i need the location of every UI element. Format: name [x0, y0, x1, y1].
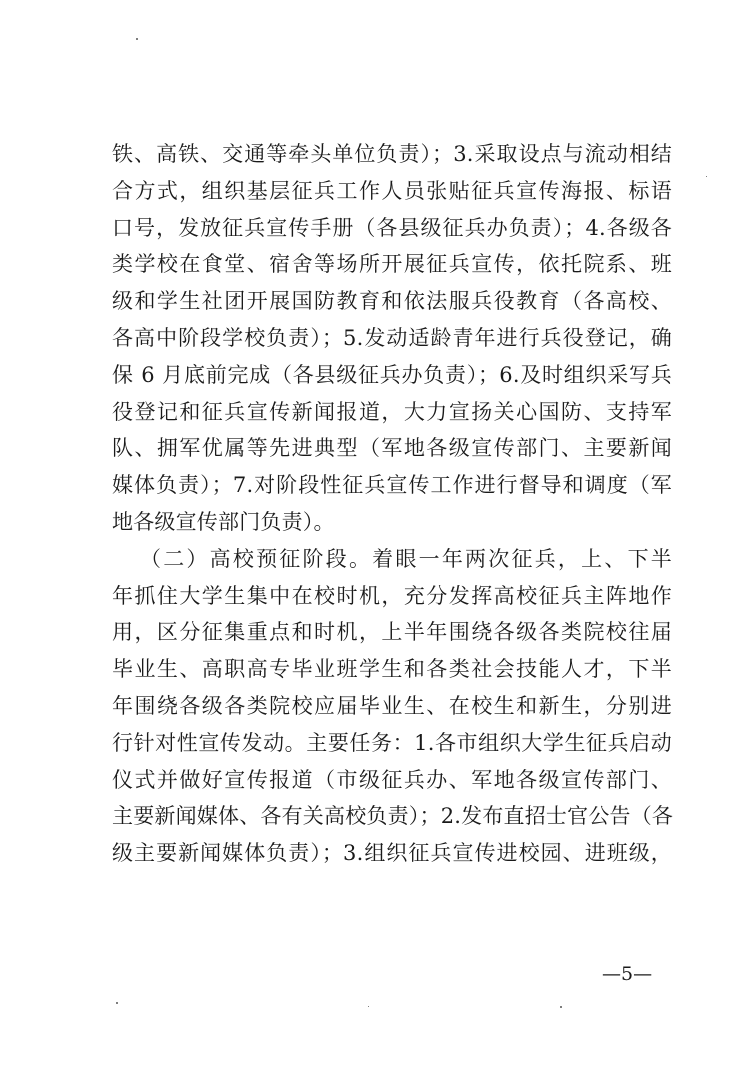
scan-speck — [560, 1006, 562, 1008]
body-text — [112, 136, 672, 872]
text-line: 级主要新闻媒体负责）；3.组织征兵宣传进校园、进班级， — [112, 841, 672, 866]
text-line: 用，区分征集重点和时机，上半年围绕各级各类院校往届 — [112, 620, 672, 645]
paragraph — [112, 541, 672, 872]
scan-speck — [136, 38, 138, 40]
page-number: —5— — [602, 963, 653, 985]
text-line: 地各级宣传部门负责）。 — [112, 509, 335, 534]
text-line: 保 6 月底前完成（各县级征兵办负责）；6.及时组织采写兵 — [112, 362, 672, 387]
text-line: 仪式并做好宣传报道（市级征兵办、军地各级宣传部门、 — [112, 767, 672, 792]
text-line: 年围绕各级各类院校应届毕业生、在校生和新生，分别进 — [112, 693, 672, 718]
text-line: 行针对性宣传发动。主要任务：1.各市组织大学生征兵启动 — [112, 730, 672, 755]
text-line: 媒体负责）；7.对阶段性征兵宣传工作进行督导和调度（军 — [112, 473, 672, 498]
text-line: 各高中阶段学校负责）；5.发动适龄青年进行兵役登记，确 — [112, 325, 672, 350]
text-line: 合方式，组织基层征兵工作人员张贴征兵宣传海报、标语 — [112, 178, 672, 203]
text-line: 年抓住大学生集中在校时机，充分发挥高校征兵主阵地作 — [112, 583, 672, 608]
text-line: 级和学生社团开展国防教育和依法服兵役教育（各高校、 — [112, 289, 672, 314]
text-line: 队、拥军优属等先进典型（军地各级宣传部门、主要新闻 — [112, 436, 672, 461]
text-line: （二）高校预征阶段。着眼一年两次征兵，上、下半 — [140, 546, 672, 571]
text-line: 口号，发放征兵宣传手册（各县级征兵办负责）；4.各级各 — [112, 215, 672, 240]
paragraph — [112, 136, 672, 541]
scan-speck — [706, 176, 707, 177]
text-line: 类学校在食堂、宿舍等场所开展征兵宣传，依托院系、班 — [112, 252, 672, 277]
text-line: 役登记和征兵宣传新闻报道，大力宣扬关心国防、支持军 — [112, 399, 672, 424]
scan-speck — [368, 1006, 369, 1007]
text-line: 毕业生、高职高专毕业班学生和各类社会技能人才，下半 — [112, 657, 672, 682]
text-line: 主要新闻媒体、各有关高校负责）；2.发布直招士官公告（各 — [112, 804, 674, 829]
scan-speck — [116, 1002, 118, 1004]
text-line: 铁、高铁、交通等牵头单位负责）；3.采取设点与流动相结 — [112, 142, 672, 166]
